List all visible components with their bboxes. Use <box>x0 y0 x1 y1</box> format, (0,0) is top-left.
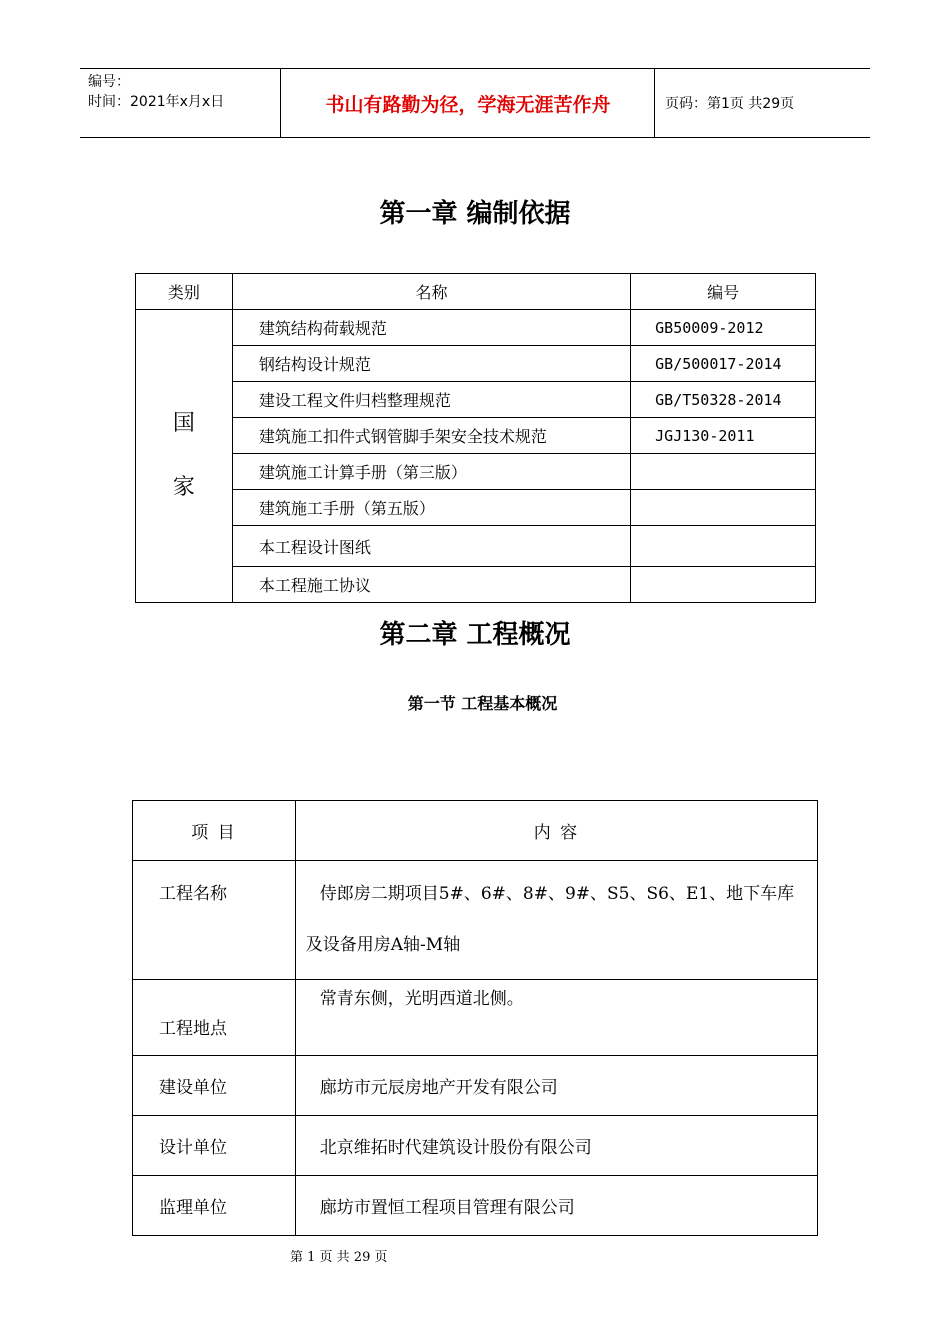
basis-name: 钢结构设计规范 <box>232 346 630 382</box>
basis-category-char: 国 <box>172 411 195 436</box>
table-row <box>136 382 816 418</box>
table-row <box>133 1056 818 1116</box>
table-row <box>136 454 816 490</box>
overview-value: 常青东侧，光明西道北侧。 <box>295 980 817 1056</box>
basis-name: 建设工程文件归档整理规范 <box>232 382 630 418</box>
overview-label: 建设单位 <box>133 1056 296 1116</box>
table-row <box>136 310 816 346</box>
basis-code: JGJ130-2011 <box>631 418 816 454</box>
table-row <box>136 490 816 526</box>
overview-value <box>295 861 817 980</box>
overview-label: 工程地点 <box>133 980 296 1056</box>
header-meta <box>80 69 281 137</box>
basis-col-category: 类别 <box>136 274 233 310</box>
basis-code <box>631 454 816 490</box>
table-row <box>133 861 818 980</box>
basis-code <box>631 567 816 603</box>
overview-value: 北京维拓时代建筑设计股份有限公司 <box>295 1116 817 1176</box>
basis-name: 建筑施工计算手册（第三版） <box>232 454 630 490</box>
document-number-label: 编号： <box>88 74 130 90</box>
basis-name: 建筑施工扣件式钢管脚手架安全技术规范 <box>232 418 630 454</box>
page-header <box>80 68 870 138</box>
table-row <box>136 418 816 454</box>
table-row <box>136 346 816 382</box>
section-title: 第一节 工程基本概况 <box>407 694 558 713</box>
basis-category-cell <box>136 310 233 603</box>
header-motto: 书山有路勤为径，学海无涯苦作舟 <box>282 69 655 137</box>
overview-value-line: 侍郎房二期项目5#、6#、8#、9#、S5、S6、E1、地下车库 <box>319 884 795 904</box>
basis-name: 建筑结构荷载规范 <box>232 310 630 346</box>
basis-table <box>135 273 816 603</box>
basis-code <box>631 490 816 526</box>
basis-name: 建筑施工手册（第五版） <box>232 490 630 526</box>
overview-col-item: 项 目 <box>133 801 296 861</box>
basis-category-char: 家 <box>172 475 195 500</box>
overview-label: 工程名称 <box>133 861 296 980</box>
basis-name: 本工程设计图纸 <box>232 526 630 567</box>
chapter2-title: 第二章 工程概况 <box>379 620 571 650</box>
overview-label: 监理单位 <box>133 1176 296 1236</box>
table-row <box>136 526 816 567</box>
overview-col-content: 内 容 <box>295 801 817 861</box>
table-row <box>136 567 816 603</box>
document-date-label: 时间：2021年x月x日 <box>88 94 225 110</box>
basis-col-code: 编号 <box>631 274 816 310</box>
header-page-indicator: 页码：第1页 共29页 <box>665 96 795 112</box>
overview-value: 廊坊市元辰房地产开发有限公司 <box>295 1056 817 1116</box>
table-row <box>133 1176 818 1236</box>
overview-value: 廊坊市置恒工程项目管理有限公司 <box>295 1176 817 1236</box>
basis-code: GB/500017-2014 <box>631 346 816 382</box>
basis-name: 本工程施工协议 <box>232 567 630 603</box>
basis-col-name: 名称 <box>232 274 630 310</box>
table-row <box>133 980 818 1056</box>
basis-code: GB/T50328-2014 <box>631 382 816 418</box>
basis-table-header <box>136 274 816 310</box>
basis-code <box>631 526 816 567</box>
chapter1-title: 第一章 编制依据 <box>379 199 571 229</box>
basis-code: GB50009-2012 <box>631 310 816 346</box>
overview-table-header <box>133 801 818 861</box>
overview-label: 设计单位 <box>133 1116 296 1176</box>
overview-table <box>132 800 818 1236</box>
table-row <box>133 1116 818 1176</box>
page-footer: 第 1 页 共 29 页 <box>290 1250 388 1265</box>
overview-value-line: 及设备用房A轴-M轴 <box>305 935 461 955</box>
